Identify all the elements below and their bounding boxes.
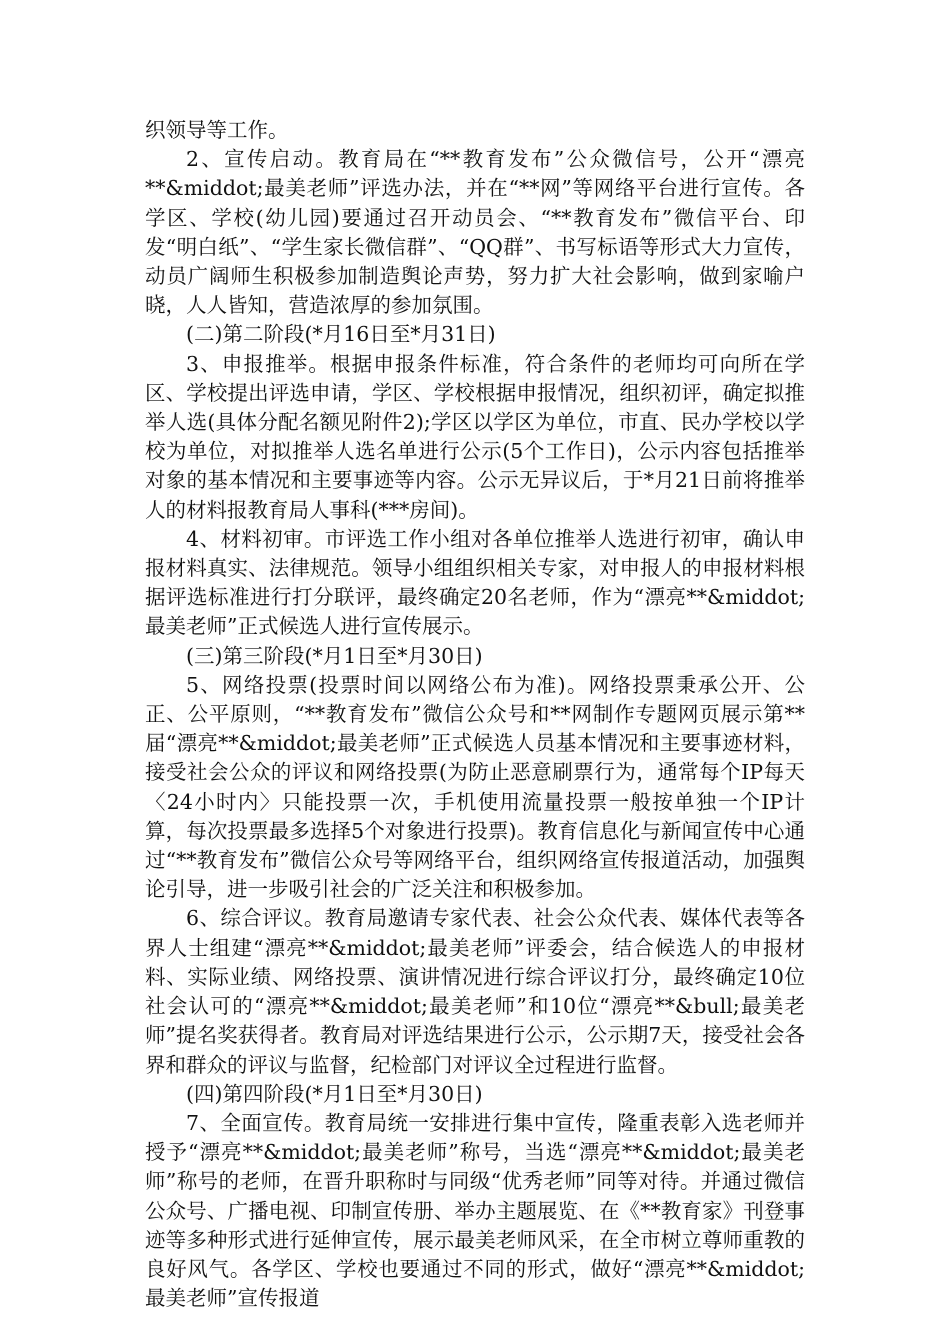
paragraph-online-voting: 5、网络投票(投票时间以网络公布为准)。网络投票秉承公开、公正、公平原则，“**教育发布”微信公众号和**网制作专题网页展示第**届“漂亮**&middot;最美老师”正式候选人员基本情况和主要事迹材料，接受社会公众的评议和网络投票(为防止恶意刷票行为，通常每个IP每天〈24小时内〉只能投票一次，手机使用流量投票一般按单独一个IP计算，每次投票最多选择5个对象进行投票)。教育信息化与新闻宣传中心通过“**教育发布”微信公众号等网络平台，组织网络宣传报道活动，加强舆论引导，进一步吸引社会的广泛关注和积极参加。 xyxy=(145,672,805,902)
heading-stage-two: (二)第二阶段(*月16日至*月31日) xyxy=(186,322,496,347)
heading-stage-three: (三)第三阶段(*月1日至*月30日) xyxy=(186,643,483,668)
paragraph-full-publicity: 7、全面宣传。教育局统一安排进行集中宣传，隆重表彰入选老师并授予“漂亮**&middot;最美老师”称号，当选“漂亮**&middot;最美老师”称号的老师，在晋升职称时与同级“优秀老师”同等对待。并通过微信公众号、广播电视、印制宣传册、举办主题展览、在《**教育家》刊登事迹等多种形式进行延伸宣传，展示最美老师风采，在全市树立尊师重教的良好风气。各学区、学校也要通过不同的形式，做好“漂亮**&middot;最美老师”宣传报道 xyxy=(145,1110,805,1311)
heading-stage-four: (四)第四阶段(*月1日至*月30日) xyxy=(186,1081,483,1106)
paragraph-continuation: 织领导等工作。 xyxy=(145,118,289,142)
paragraph-nomination: 3、申报推举。根据申报条件标准，符合条件的老师均可向所在学区、学校提出评选申请，学区、学校根据申报情况，组织初评，确定拟推举人选(具体分配名额见附件2);学区以学区为单位，市直、民办学校以学校为单位，对拟推举人选名单进行公示(5个工作日)，公示内容包括推举对象的基本情况和主要事迹等内容。公示无异议后，于*月21日前将推举人的材料报教育局人事科(***房间)。 xyxy=(145,351,805,522)
document-body xyxy=(145,116,805,1313)
paragraph-initial-review: 4、材料初审。市评选工作小组对各单位推举人选进行初审，确认申报材料真实、法律规范。领导小组组织相关专家，对申报人的申报材料根据评选标准进行打分联评，最终确定20名老师，作为“漂亮**&middot;最美老师”正式候选人进行宣传展示。 xyxy=(145,526,805,639)
paragraph-comprehensive-review: 6、综合评议。教育局邀请专家代表、社会公众代表、媒体代表等各界人士组建“漂亮**&middot;最美老师”评委会，结合候选人的申报材料、实际业绩、网络投票、演讲情况进行综合评议打分，最终确定10位社会认可的“漂亮**&middot;最美老师”和10位“漂亮**&bull;最美老师”提名奖获得者。教育局对评选结果进行公示，公示期7天，接受社会各界和群众的评议与监督，纪检部门对评议全过程进行监督。 xyxy=(145,906,805,1077)
paragraph-publicity-launch: 2、宣传启动。教育局在“**教育发布”公众微信号，公开“漂亮**&middot;最美老师”评选办法，并在“**网”等网络平台进行宣传。各学区、学校(幼儿园)要通过召开动员会、“**教育发布”微信平台、印发“明白纸”、“学生家长微信群”、“QQ群”、书写标语等形式大力宣传，动员广阔师生积极参加制造舆论声势，努力扩大社会影响，做到家喻户晓，人人皆知，营造浓厚的参加氛围。 xyxy=(145,147,805,318)
